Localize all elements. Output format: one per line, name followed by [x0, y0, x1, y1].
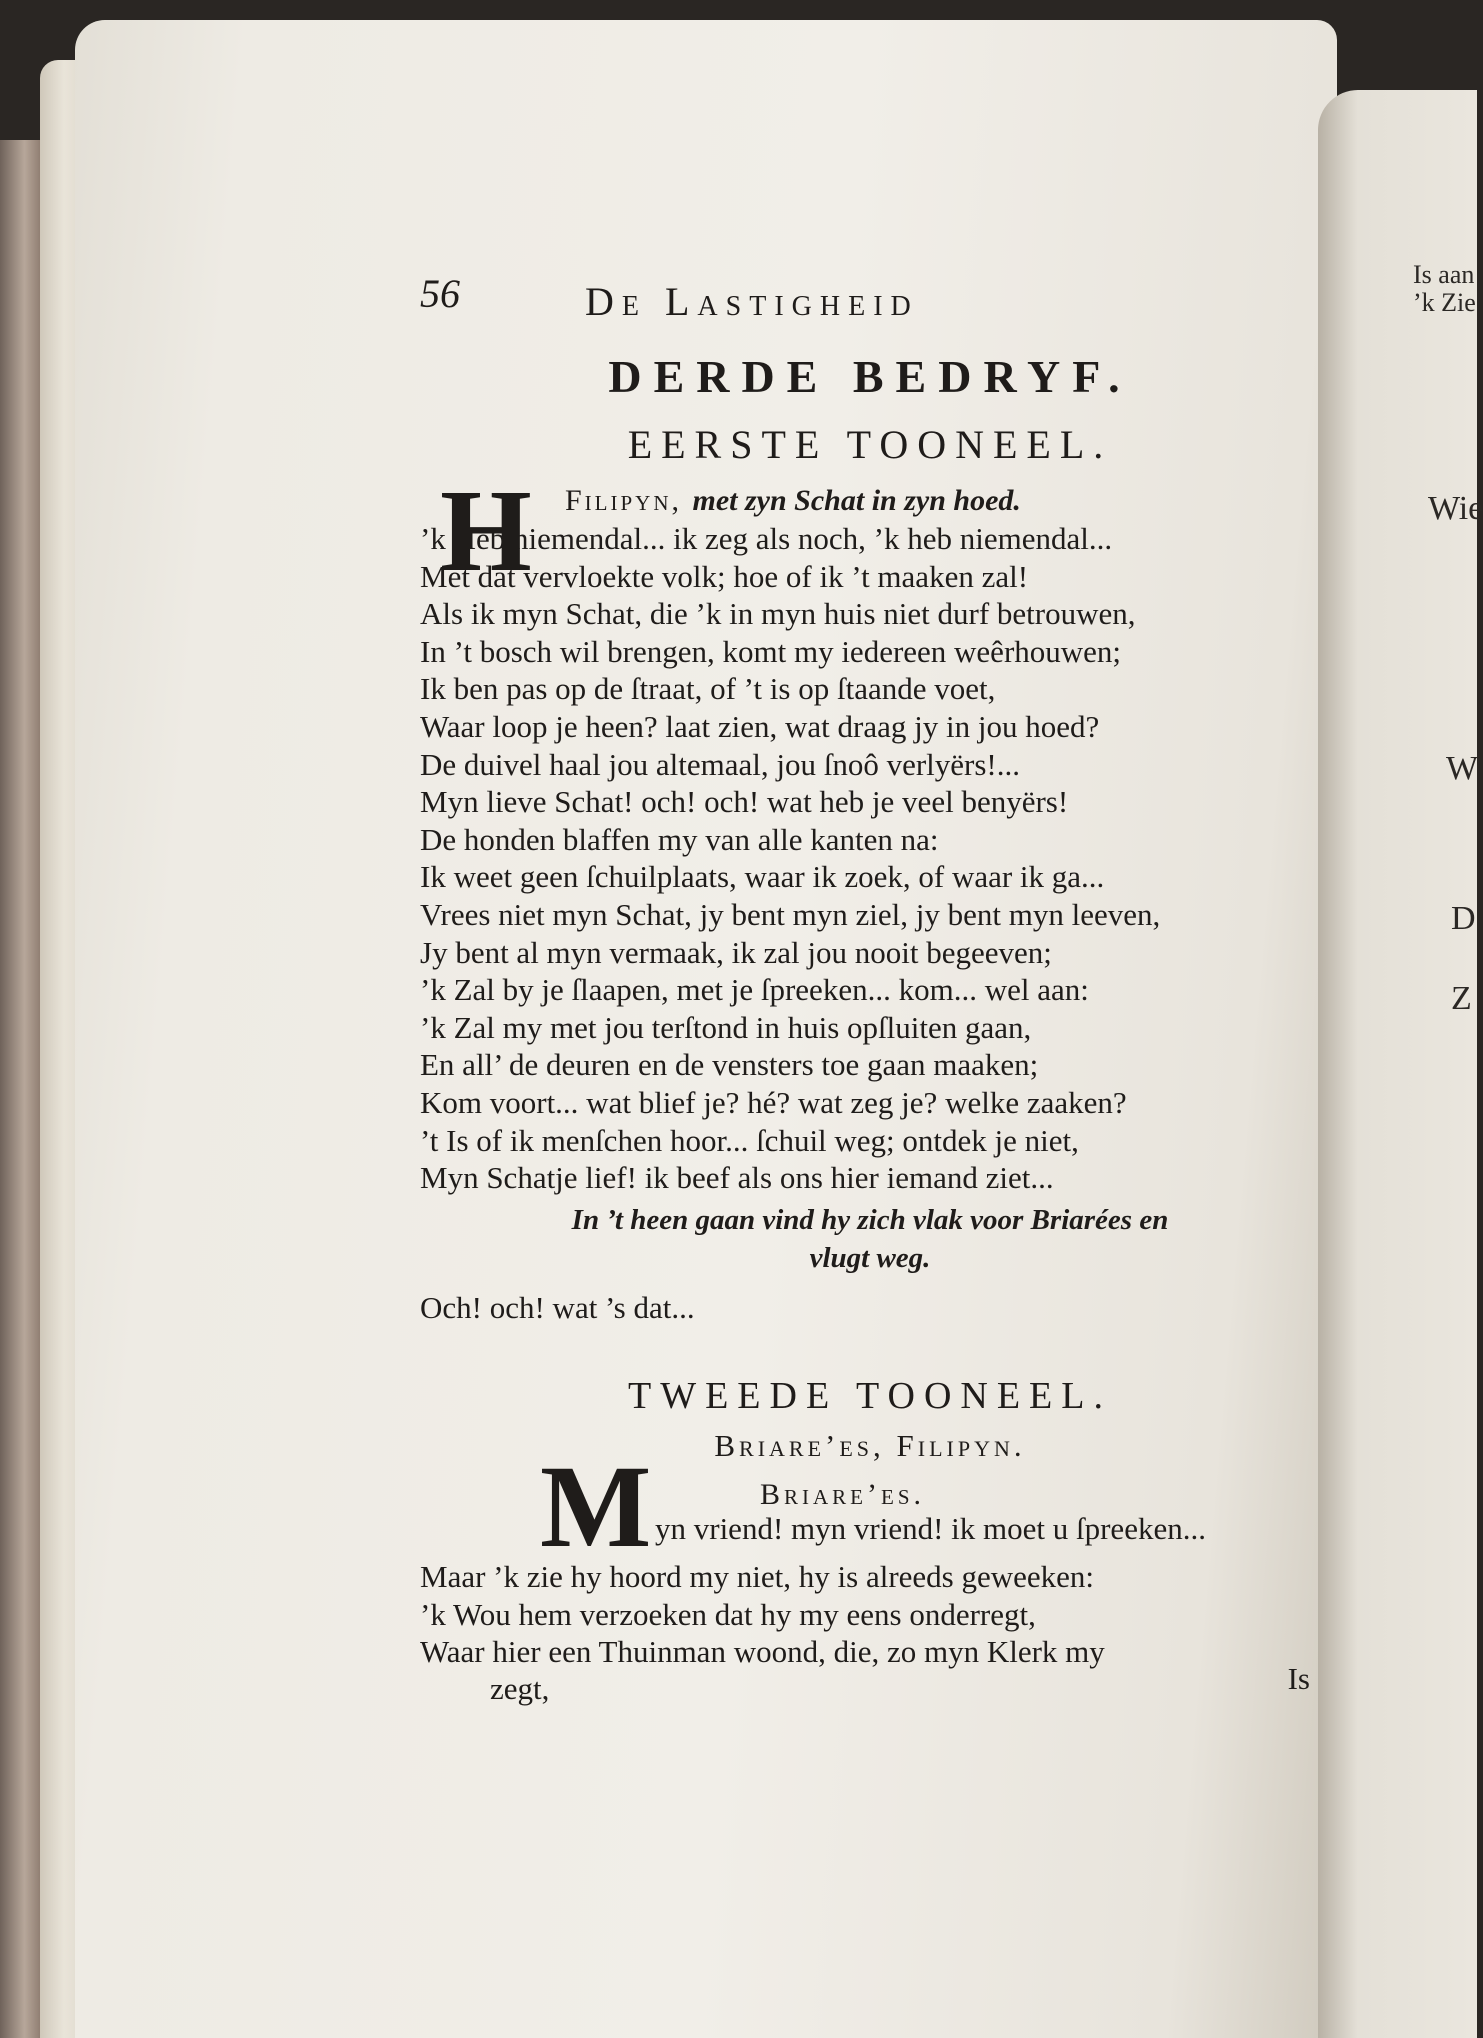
verse-line: De duivel haal jou altemaal, jou ſnoô verlyërs!...	[420, 746, 1021, 782]
right-page	[1318, 90, 1483, 2038]
catchword: Is	[1287, 1661, 1310, 1697]
running-head: De Lastigheid	[585, 279, 919, 324]
verse-line: Ik ben pas op de ſtraat, of ’t is op ſtaande voet,	[420, 671, 996, 707]
stage-direction-line: In ’t heen gaan vind hy zich vlak voor Briarées en	[571, 1203, 1169, 1236]
speaker-direction: met zyn Schat in zyn hoed.	[692, 484, 1021, 517]
scene2-title: TWEEDE TOONEEL.	[628, 1375, 1112, 1418]
page-text	[420, 270, 1320, 1711]
right-page-fragment: Is aan	[1413, 260, 1475, 289]
stage-direction-line: vlugt weg.	[809, 1241, 931, 1274]
right-page-fragment: ’k Zie	[1413, 288, 1476, 317]
verse-line: Met dat vervloekte volk; hoe of ik ’t maaken zal!	[420, 558, 1029, 594]
page-foot	[420, 1661, 1320, 1711]
verse-line: Maar ’k zie hy hoord my niet, hy is alreeds geweeken:	[420, 1559, 1095, 1595]
scene2-characters: Briare’es, Filipyn.	[714, 1428, 1026, 1464]
verse-line: Jy bent al myn vermaak, ik zal jou nooit begeeven;	[420, 934, 1052, 970]
verse-line: Myn Schatje lief! ik beef als ons hier iemand ziet...	[420, 1160, 1054, 1196]
verse-line: ’k Wou hem verzoeken dat hy my eens onderregt,	[420, 1596, 1036, 1632]
scene2-speaker-name: Briare’es.	[760, 1478, 926, 1512]
scene-spacer	[420, 1326, 1320, 1374]
verse-line: ’k Heb niemendal... ik zeg als noch, ’k heb niemendal...	[420, 521, 1113, 556]
verse-line: Waar loop je heen? laat zien, wat draag jy in jou hoed?	[420, 708, 1100, 744]
verse-line: Ik weet geen ſchuilplaats, waar ik zoek, of waar ik ga...	[420, 859, 1105, 895]
runover-word: zegt,	[490, 1671, 550, 1707]
page-number: 56	[420, 271, 460, 316]
verse-line: yn vriend! myn vriend! ik moet u ſpreeken...	[655, 1511, 1206, 1547]
right-page-fragment: W	[1446, 750, 1479, 787]
drop-cap: M	[540, 1441, 655, 1573]
verse-line: Als ik myn Schat, die ’k in myn huis niet durf betrouwen,	[420, 596, 1136, 632]
verse-line: ’t Is of ik menſchen hoor... ſchuil weg; ontdek je niet,	[420, 1122, 1079, 1158]
right-page-fragment: D	[1451, 900, 1476, 937]
scene1-final-line: Och! och! wat ’s dat...	[420, 1289, 695, 1325]
verse-line: De honden blaffen my van alle kanten na:	[420, 821, 939, 857]
verse-line: Myn lieve Schat! och! och! wat heb je veel benyërs!	[420, 784, 1069, 820]
right-page-fragment: Wie	[1428, 490, 1483, 527]
stage-direction	[420, 1201, 1320, 1277]
page-header	[420, 270, 1320, 340]
speaker-name: Filipyn,	[565, 484, 683, 517]
scene-title: EERSTE TOONEEL.	[627, 422, 1113, 467]
verse-line: Kom voort... wat blief je? hé? wat zeg je? welke zaaken?	[420, 1084, 1127, 1120]
verse-line: Waar hier een Thuinman woond, die, zo myn Klerk my	[420, 1634, 1105, 1670]
drop-cap: H	[440, 465, 535, 596]
verse-line: In ’t bosch wil brengen, komt my iedereen weêrhouwen;	[420, 633, 1122, 669]
right-page-fragment: Z	[1451, 980, 1472, 1017]
scene2-verse	[420, 1558, 1320, 1671]
verse-line: Vrees niet myn Schat, jy bent myn ziel, jy bent myn leeven,	[420, 896, 1161, 932]
verse-line: En all’ de deuren en de vensters toe gaan maaken;	[420, 1047, 1039, 1083]
act-title: DERDE BEDRYF.	[608, 351, 1132, 402]
verse-line: ’k Zal my met jou terſtond in huis opſluiten gaan,	[420, 1009, 1032, 1045]
scene1-verse	[420, 520, 1320, 1197]
verse-line: ’k Zal by je ſlaapen, met je ſpreeken... kom... wel aan:	[420, 972, 1089, 1008]
